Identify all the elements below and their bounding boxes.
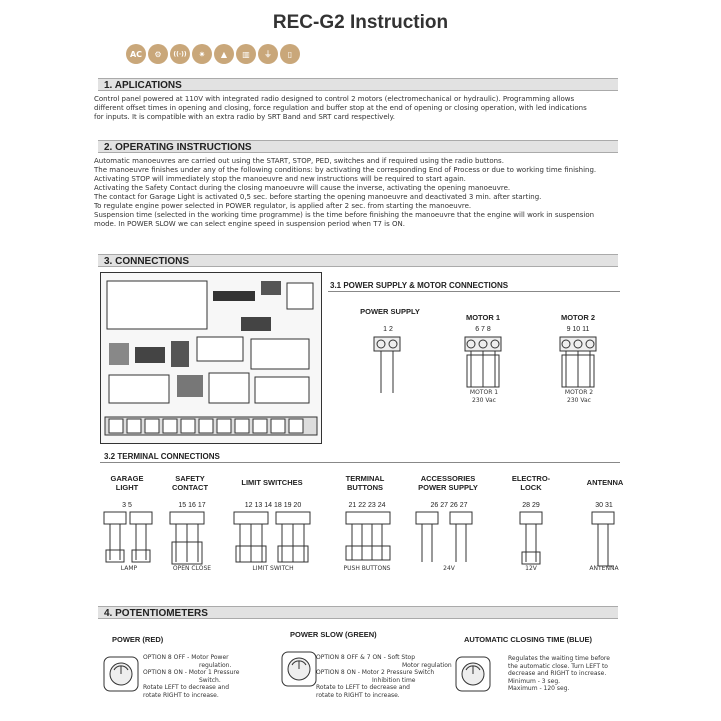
motor1-caption: MOTOR 1 230 Vac	[469, 389, 499, 404]
door-icon: ▯	[280, 44, 300, 64]
radio-icon: ((·))	[170, 44, 190, 64]
pot-power-description	[143, 654, 283, 699]
terminal-caption-terminal-buttons: PUSH BUTTONS	[343, 565, 391, 572]
text-line: Rotate to LEFT to decrease and	[316, 684, 410, 691]
terminal-nums: 21 22 23 24	[348, 502, 386, 509]
motor1-terminals: 6 7 8	[475, 326, 491, 333]
pot-power-label: POWER (RED)	[112, 635, 164, 644]
terminal-caption-electro-lock: 12V	[525, 565, 537, 572]
terminal-nums: 30 31	[595, 502, 613, 509]
power-supply-terminals: 1 2	[383, 326, 393, 333]
pot-power-slow-description	[316, 654, 466, 699]
power-supply-terminal-block	[374, 337, 404, 397]
board-schematic	[101, 273, 321, 443]
section-heading-connections: 3. CONNECTIONS	[98, 254, 618, 267]
text-line: OPTION 8 OFF - Motor Power	[143, 654, 229, 661]
text-line: rotate to RIGHT to increase.	[316, 691, 400, 699]
aplications-text	[94, 95, 624, 122]
terminal-caption-antenna: ANTENNA	[589, 565, 619, 572]
terminal-nums: 15 16 17	[178, 502, 206, 509]
text-line: Automatic manoeuvres are carried out using the START, STOP, PED, switches and if required using the radio buttons.	[94, 157, 504, 165]
feature-icons	[126, 44, 300, 64]
text-line: The manoeuvre finishes under any of the following conditions: by activating the corresponding End of Process or due to working time finishing.	[94, 166, 597, 174]
text-line: different offset times in opening and closing, force regulation and buffer stop at the end of opening or closing operation, with led indications	[94, 104, 587, 112]
text-line: OPTION 8 ON - Motor 1 Pressure	[143, 669, 240, 676]
lamp-icon: ✷	[192, 44, 212, 64]
terminal-label-garage-light: GARAGE LIGHT	[110, 474, 144, 492]
subheading-rule	[328, 291, 620, 292]
pot-power-dial-icon	[104, 657, 138, 691]
text-line: The contact for Garage Light is activated 0,5 sec. before starting the opening manoeuvre and deactivated 3 min. after starting.	[94, 193, 542, 201]
motor1-label: MOTOR 1	[465, 313, 501, 322]
terminal-caption-limit-switches: LIMIT SWITCH	[252, 565, 294, 572]
terminal-caption-garage-light: LAMP	[120, 565, 138, 572]
terminal-caption-accessories: 24V	[443, 565, 455, 572]
text-line: OPTION 8 ON - Motor 2 Pressure Switch	[316, 669, 435, 676]
text-line: Switch.	[199, 676, 221, 684]
text-line: the automatic close. Turn LEFT to	[508, 662, 608, 670]
pot-power-slow-label: POWER SLOW (GREEN)	[290, 630, 377, 639]
terminal-nums: 28 29	[522, 502, 540, 509]
gear-icon: ⚙	[148, 44, 168, 64]
terminal-nums: 12 13 14 18 19 20	[244, 502, 302, 509]
terminal-nums: 3 5	[122, 502, 132, 509]
text-line: Minimum - 3 seg.	[508, 677, 561, 685]
text-line: Maximum - 120 seg.	[508, 685, 570, 692]
page-title: REC-G2 Instruction	[272, 12, 449, 33]
text-line: Motor regulation	[402, 661, 452, 669]
text-line: Inhibition time	[372, 676, 416, 684]
text-line: decrease and RIGHT to increase.	[508, 670, 607, 677]
gate-icon: ▥	[236, 44, 256, 64]
power-supply-label: POWER SUPPLY	[360, 307, 420, 316]
pot-auto-close-description	[508, 655, 628, 693]
text-line: Activating STOP will immediately stop the manoeuvre and new instructions will be required to start again.	[94, 175, 466, 183]
terminal-label-safety-contact: SAFETY CONTACT	[171, 474, 209, 492]
text-line: regulation.	[199, 661, 232, 669]
text-line: Control panel powered at 110V with integrated radio designed to control 2 motors (electromechanical or hydraulic). Programming allows	[94, 95, 575, 103]
pot-auto-close-label: AUTOMATIC CLOSING TIME (BLUE)	[464, 635, 593, 644]
pot-power-slow-dial-icon	[282, 652, 316, 686]
terminal-label-terminal-buttons: TERMINAL BUTTONS	[345, 474, 385, 492]
section-heading-operating: 2. OPERATING INSTRUCTIONS	[98, 140, 618, 153]
motor-icon: ⏚	[258, 44, 278, 64]
text-line: Suspension time (selected in the working time programme) is the time before finishing the manoeuvre that the engine will work in suspension	[94, 211, 595, 219]
text-line: rotate RIGHT to increase.	[143, 691, 219, 699]
section-heading-aplications: 1. APLICATIONS	[98, 78, 618, 91]
control-board-diagram	[100, 272, 322, 444]
terminal-label-electro-lock: ELECTRO-LOCK	[511, 474, 551, 492]
subheading-rule	[100, 462, 620, 463]
terminal-label-limit-switches: LIMIT SWITCHES	[241, 478, 303, 487]
motor2-caption: MOTOR 2 230 Vac	[564, 389, 594, 404]
operating-text	[94, 157, 624, 229]
text-line: OPTION 8 OFF & 7 ON - Soft Stop	[316, 654, 416, 661]
motor2-label: MOTOR 2	[560, 313, 596, 322]
ac-icon: AC	[126, 44, 146, 64]
text-line: Regulates the waiting time before	[508, 655, 610, 662]
text-line: To regulate engine power selected in POWER regulator, is applied after 2 sec. from starting the manoeuvre.	[94, 202, 472, 210]
terminal-label-antenna: ANTENNA	[586, 478, 624, 487]
terminal-label-accessories: ACCESSORIES POWER SUPPLY	[418, 474, 478, 492]
subheading-power-motor: 3.1 POWER SUPPLY & MOTOR CONNECTIONS	[330, 281, 509, 290]
text-line: for inputs. It is compatible with an extra radio by SRT Band and SRT card respectively.	[94, 113, 395, 121]
motor2-terminals: 9 10 11	[566, 326, 590, 333]
terminal-nums: 26 27 26 27	[430, 502, 468, 509]
subheading-terminals: 3.2 TERMINAL CONNECTIONS	[104, 452, 220, 461]
text-line: mode. In POWER SLOW we can select engine speed in suspension period when T7 is ON.	[94, 220, 405, 228]
section-heading-potentiometers: 4. POTENTIOMETERS	[98, 606, 618, 619]
text-line: Rotate LEFT to decrease and	[143, 684, 230, 691]
barrier-icon: ▲	[214, 44, 234, 64]
terminal-caption-safety-contact: OPEN CLOSE	[172, 565, 212, 572]
text-line: Activating the Safety Contact during the closing manoeuvre will cause the inverse, activating the opening manoeuvre.	[94, 184, 511, 192]
